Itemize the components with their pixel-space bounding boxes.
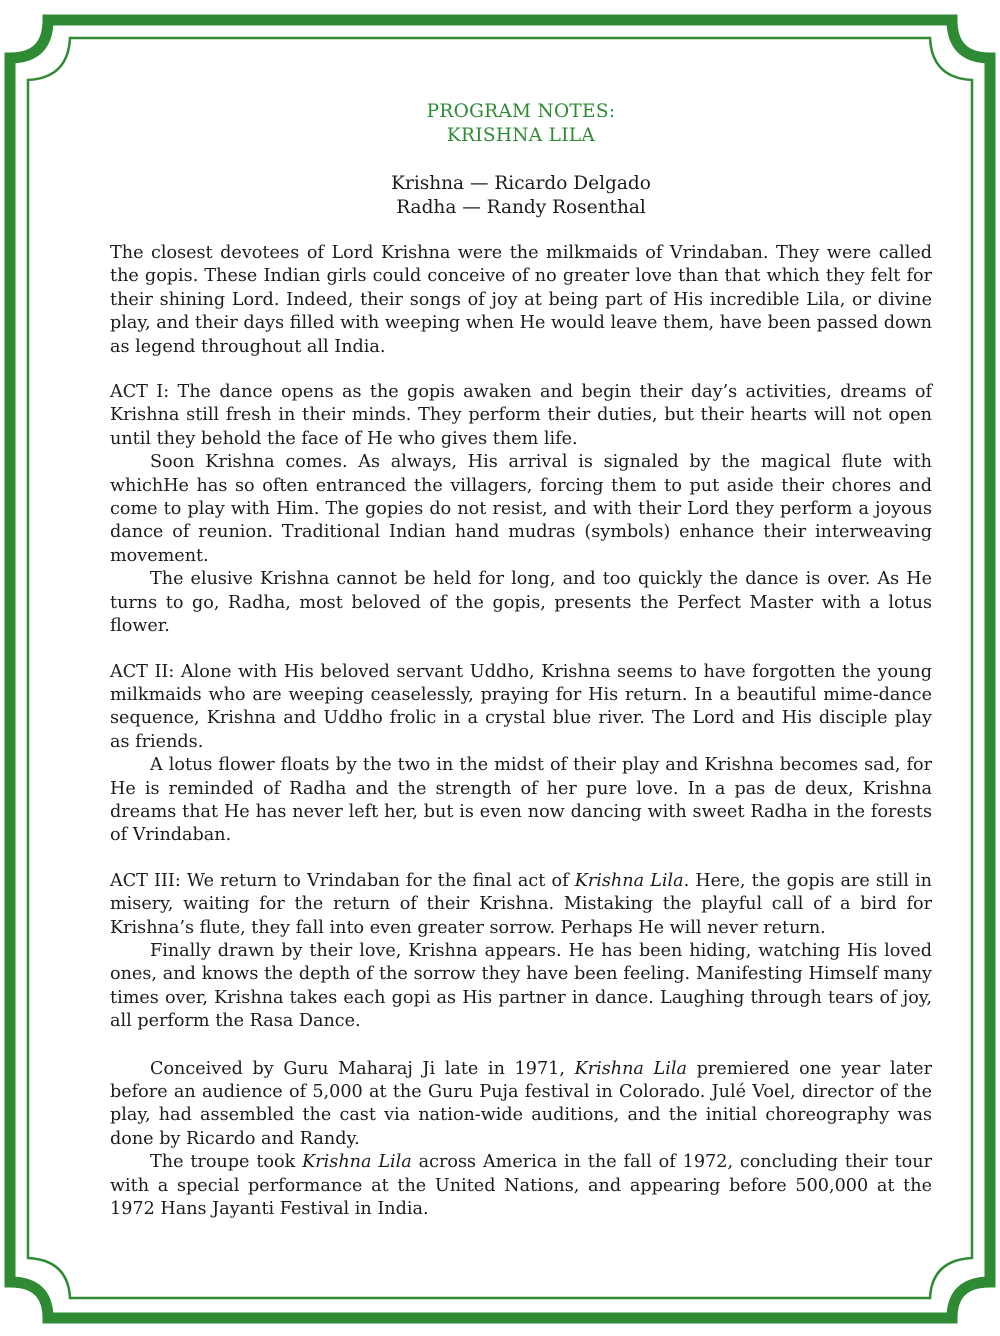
act2-paragraph-1: ACT II: Alone with His beloved servant Uddho, Krishna seems to have forgotten the young milkmaids who are weeping ceaselessly, praying for His return. In a beautiful mime-dance sequence, Krishna and Uddho frolic in a crystal blue river. The Lord and His disciple play as friends. <box>110 661 932 752</box>
history-section <box>110 1058 932 1222</box>
act3-text-end: . Here, the gopis are still in misery, waiting for the return of their Krishna. Mistaking the playful call of a bird for Krishna’s flute, they fall into even greater sorrow. Perhaps He will never return. <box>110 870 932 938</box>
program-notes-page <box>110 100 932 1221</box>
history-play-title: Krishna Lila <box>574 1058 687 1079</box>
intro-section <box>110 242 932 359</box>
cast-list <box>110 172 932 220</box>
act3-paragraph-2: Finally drawn by their love, Krishna appears. He has been hiding, watching His loved ones, and knows the depth of the sorrow they have been feeling. Manifesting Himself many times over, Krishna takes each gopi as His partner in dance. Laughing through tears of joy, all perform the Rasa Dance. <box>110 940 932 1032</box>
history-paragraph-2 <box>110 1151 932 1221</box>
cast-radha: Radha — Randy Rosenthal <box>396 197 646 218</box>
tour-play-title: Krishna Lila <box>302 1152 412 1173</box>
title-line-2: KRISHNA LILA <box>446 125 596 146</box>
intro-paragraph: The closest devotees of Lord Krishna were the milkmaids of Vrindaban. They were called the gopis. These Indian girls could conceive of no greater love than that which they felt for their shining Lord. Indeed, their songs of joy at being part of His incredible Lila, or divine play, and their days filled with weeping when He would leave them, have been passed down as legend throughout all India. <box>110 243 932 357</box>
act1-paragraph-2: Soon Krishna comes. As always, His arrival is signaled by the magical flute with whichHe has so often entranced the villagers, forcing them to put aside their chores and come to play with Him. The gopies do not resist, and with their Lord they perform a joyous dance of reunion. Traditional Indian hand mudras (symbols) enhance their interweaving movement. <box>110 452 932 566</box>
act1-paragraph-3: The elusive Krishna cannot be held for long, and too quickly the dance is over. As He turns to go, Radha, most beloved of the gopis, presents the Perfect Master with a lotus flower. <box>110 569 932 637</box>
page-title <box>110 100 932 148</box>
title-line-1: PROGRAM NOTES: <box>426 101 616 122</box>
act1-paragraph-1: ACT I: The dance opens as the gopis awaken and begin their day’s activities, dreams of Krishna still fresh in their minds. They perform their duties, but their hearts will not open until they behold the face of He who gives them life. <box>110 382 932 449</box>
history-paragraph-1 <box>110 1058 932 1152</box>
history-text-end: premiered one year later before an audience of 5,000 at the Guru Puja festival in Colorado. Julé Voel, director of the play, had assembled the cast via nation-wide auditions, and the initial choreography was done by Ricardo and Randy. <box>110 1058 932 1149</box>
tour-text-end: across America in the fall of 1972, concluding their tour with a special performance at the United Nations, and appearing before 500,000 at the 1972 Hans Jayanti Festival in India. <box>110 1152 932 1220</box>
act3-text-start: ACT III: We return to Vrindaban for the final act of <box>110 870 575 891</box>
act1-section <box>110 381 932 638</box>
act2-section <box>110 661 932 848</box>
cast-krishna: Krishna — Ricardo Delgado <box>391 173 651 194</box>
history-text-start: Conceived by Guru Maharaj Ji late in 1971, <box>150 1058 575 1079</box>
act3-paragraph-1 <box>110 870 932 940</box>
act2-paragraph-2: A lotus flower floats by the two in the midst of their play and Krishna becomes sad, for He is reminded of Radha and the strength of her pure love. In a pas de deux, Krishna dreams that He has never left her, but is even now dancing with sweet Radha in the forests of Vrindaban. <box>110 755 932 846</box>
tour-text-start: The troupe took <box>150 1152 303 1173</box>
act3-play-title: Krishna Lila <box>574 870 684 891</box>
act3-section <box>110 870 932 1034</box>
